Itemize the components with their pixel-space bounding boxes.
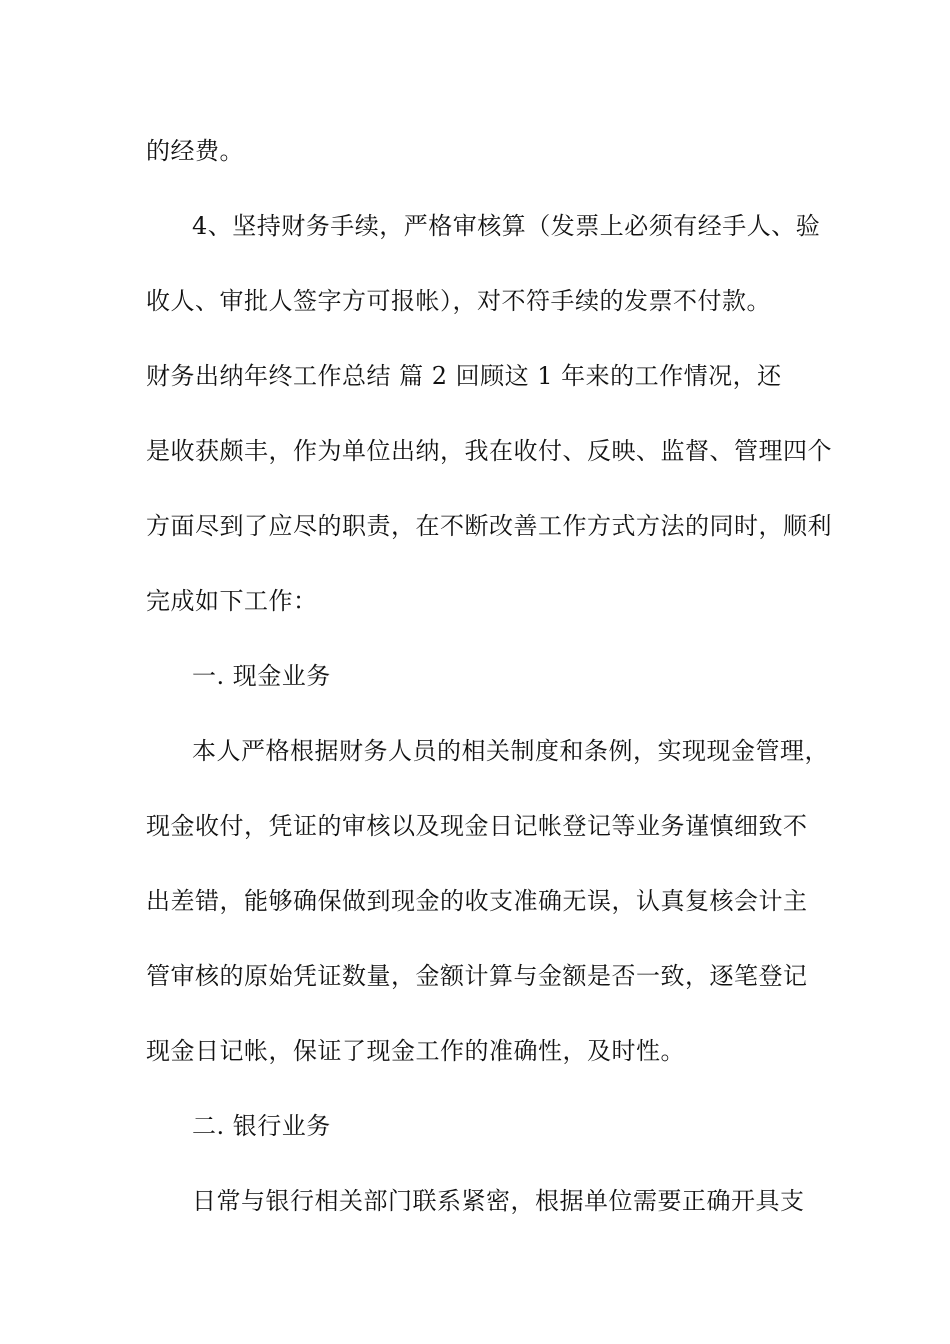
paragraph-line: 4、坚持财务手续，严格审核算（发票上必须有经手人、验 <box>192 212 821 240</box>
paragraph-line: 日常与银行相关部门联系紧密，根据单位需要正确开具支 <box>192 1187 805 1215</box>
paragraph-line: 出差错，能够确保做到现金的收支准确无误，认真复核会计主 <box>146 887 808 915</box>
paragraph-line: 方面尽到了应尽的职责，在不断改善工作方式方法的同时，顺利 <box>146 512 832 540</box>
section-heading-line: 财务出纳年终工作总结 篇 2 回顾这 1 年来的工作情况，还 <box>146 362 782 390</box>
paragraph-line: 的经费。 <box>146 137 244 165</box>
paragraph-line: 管审核的原始凭证数量，金额计算与金额是否一致，逐笔登记 <box>146 962 808 990</box>
paragraph-line: 现金日记帐，保证了现金工作的准确性，及时性。 <box>146 1037 685 1065</box>
subheading-bank-business: 二. 银行业务 <box>192 1112 331 1140</box>
paragraph-line: 收人、审批人签字方可报帐），对不符手续的发票不付款。 <box>146 287 771 315</box>
paragraph-line: 本人严格根据财务人员的相关制度和条例，实现现金管理， <box>192 737 829 765</box>
paragraph-line: 是收获颇丰，作为单位出纳，我在收付、反映、监督、管理四个 <box>146 437 832 465</box>
paragraph-line: 现金收付，凭证的审核以及现金日记帐登记等业务谨慎细致不 <box>146 812 808 840</box>
paragraph-line: 完成如下工作： <box>146 587 318 615</box>
subheading-cash-business: 一. 现金业务 <box>192 662 331 690</box>
